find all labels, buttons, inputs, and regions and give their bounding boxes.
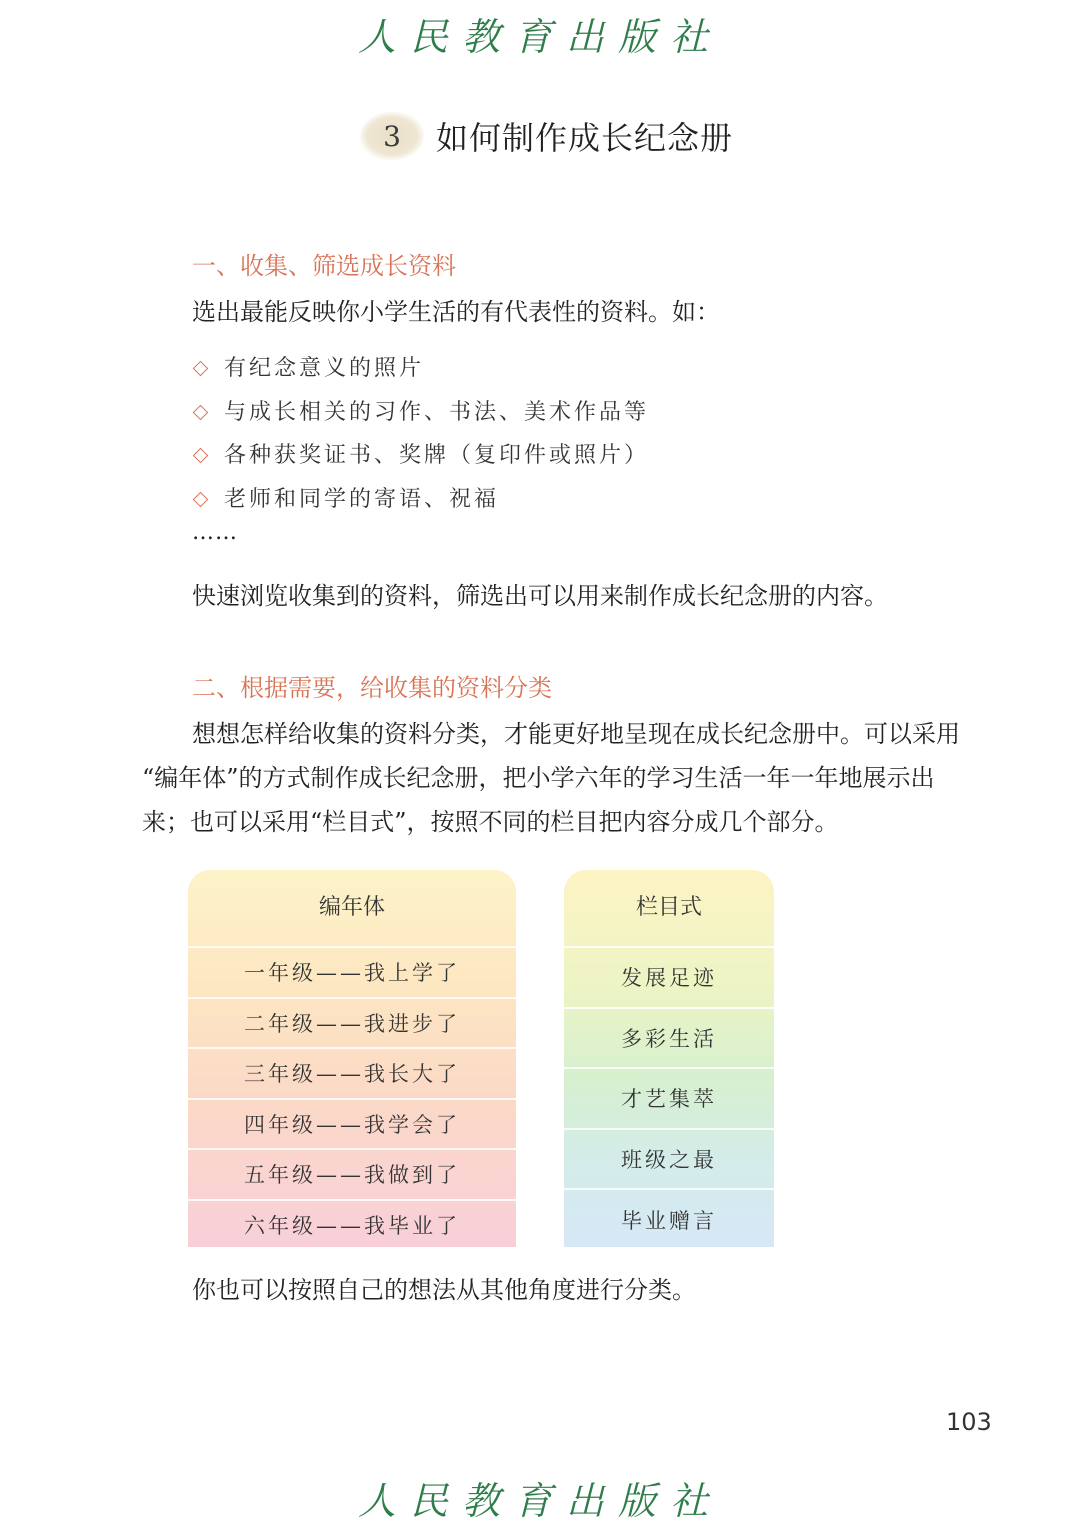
closing-sentence: 你也可以按照自己的想法从其他角度进行分类。 [192,1276,696,1304]
table-row: 毕业赠言 [564,1188,774,1247]
table-row: 三年级——我长大了 [188,1047,516,1098]
table-row: 多彩生活 [564,1007,774,1068]
section1-outro: 快速浏览收集到的资料，筛选出可以用来制作成长纪念册的内容。 [192,582,888,610]
diamond-bullet-icon [193,361,209,377]
chronological-table [188,870,516,1247]
section2-para-line-1: 想想怎样给收集的资料分类，才能更好地呈现在成长纪念册中。可以采用 [192,720,960,748]
table-row: 二年级——我进步了 [188,997,516,1048]
list-item: 各种获奖证书、奖牌（复印件或照片） [192,434,649,478]
table-row: 才艺集萃 [564,1067,774,1128]
lesson-title-text: 如何制作成长纪念册 [436,119,734,157]
material-list [192,347,649,521]
section1-intro: 选出最能反映你小学生活的有代表性的资料。如： [192,298,720,326]
diamond-bullet-icon [193,404,209,420]
section-heading-2: 二、根据需要，给收集的资料分类 [192,674,552,702]
list-item: 老师和同学的寄语、祝福 [192,478,649,522]
table-row: 一年级——我上学了 [188,946,516,997]
list-item: 与成长相关的习作、书法、美术作品等 [192,391,649,435]
table-row: 五年级——我做到了 [188,1148,516,1199]
section-heading-1: 一、收集、筛选成长资料 [192,252,456,280]
column-table [564,870,774,1247]
section2-para-line-2: “编年体”的方式制作成长纪念册，把小学六年的学习生活一年一年地展示出 [142,764,935,792]
table-row: 四年级——我学会了 [188,1098,516,1149]
lesson-title [360,108,733,164]
section2-para-line-3: 来；也可以采用“栏目式”，按照不同的栏目把内容分成几个部分。 [142,808,839,836]
lesson-number-badge: 3 [360,112,424,160]
table-row: 班级之最 [564,1128,774,1189]
table-row: 六年级——我毕业了 [188,1199,516,1248]
publisher-logo-top: 人民教育出版社 [357,15,722,59]
list-item: 有纪念意义的照片 [192,347,649,391]
publisher-logo-bottom: 人民教育出版社 [357,1479,722,1523]
table-header: 编年体 [318,895,385,920]
table-header: 栏目式 [635,895,702,920]
page-number: 103 [946,1408,992,1436]
diamond-bullet-icon [193,448,209,464]
table-row: 发展足迹 [564,946,774,1007]
diamond-bullet-icon [193,491,209,507]
list-ellipsis: …… [192,520,238,545]
